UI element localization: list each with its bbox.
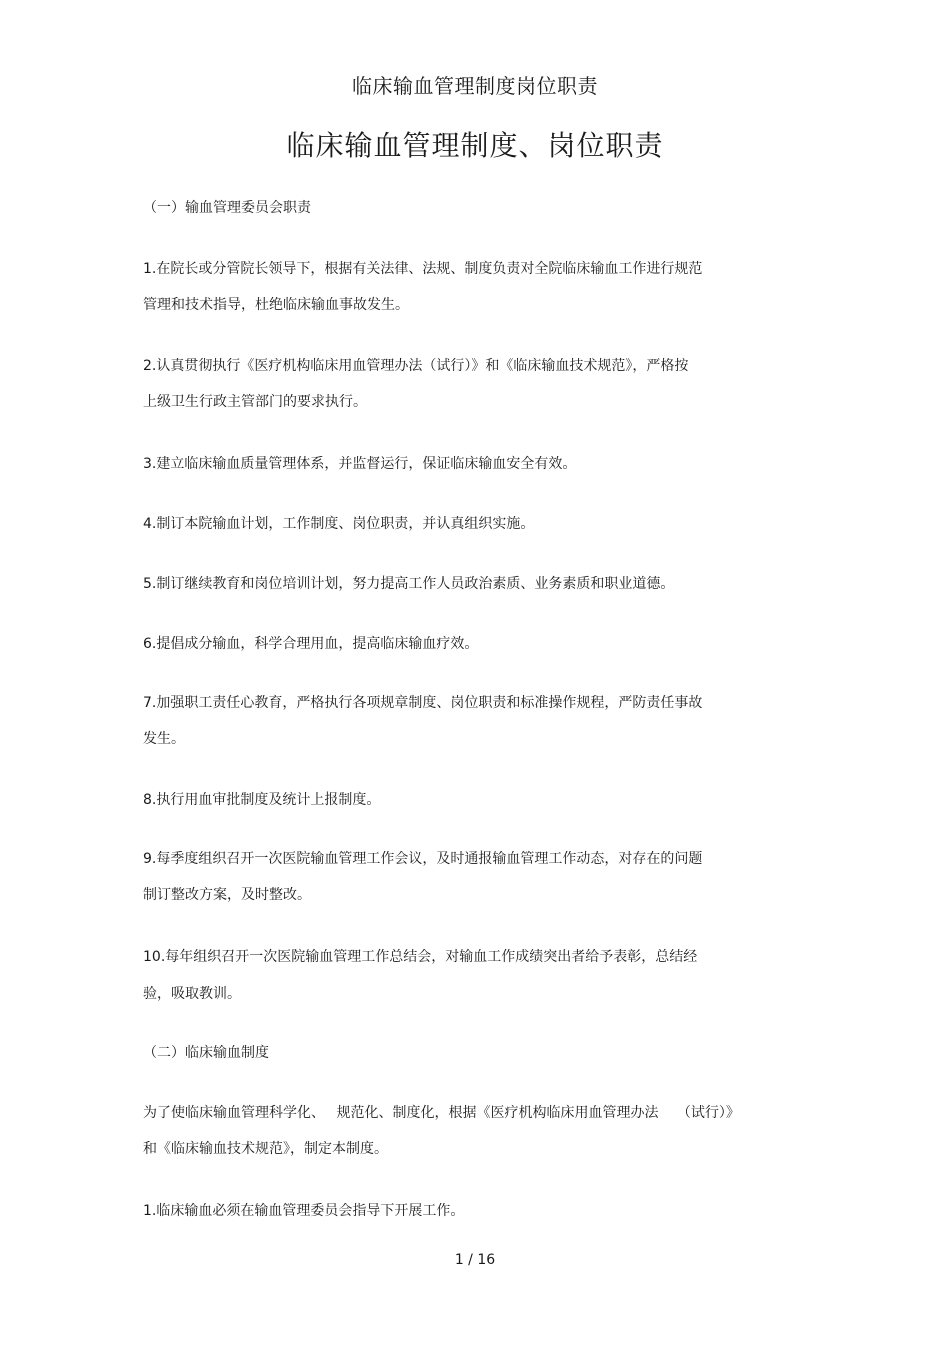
paragraph-line: 制订整改方案，及时整改。 (143, 887, 311, 903)
paragraph-line: 验，吸取教训。 (143, 986, 241, 1002)
paragraph-line: 6.提倡成分输血，科学合理用血，提高临床输血疗效。 (143, 636, 479, 652)
document-title: 临床输血管理制度、岗位职责 (286, 129, 664, 162)
paragraph-line: 4.制订本院输血计划，工作制度、岗位职责，并认真组织实施。 (143, 516, 535, 532)
paragraph-line: 2.认真贯彻执行《医疗机构临床用血管理办法（试行）》和《临床输血技术规范》，严格按 (143, 358, 689, 374)
section-heading-transfusion-policy: （二）临床输血制度 (143, 1045, 269, 1061)
paragraph-line: 7.加强职工责任心教育，严格执行各项规章制度、岗位职责和标准操作规程，严防责任事故 (143, 695, 703, 711)
paragraph-line: 1.临床输血必须在输血管理委员会指导下开展工作。 (143, 1203, 465, 1219)
running-header: 临床输血管理制度岗位职责 (352, 74, 598, 98)
section-heading-committee: （一）输血管理委员会职责 (143, 200, 311, 216)
paragraph-line: 1.在院长或分管院长领导下，根据有关法律、法规、制度负责对全院临床输血工作进行规范 (143, 261, 703, 277)
paragraph-line: 10.每年组织召开一次医院输血管理工作总结会，对输血工作成绩突出者给予表彰，总结经 (143, 949, 698, 965)
paragraph-line: 管理和技术指导，杜绝临床输血事故发生。 (143, 297, 409, 313)
paragraph-line: 3.建立临床输血质量管理体系，并监督运行，保证临床输血安全有效。 (143, 456, 577, 472)
paragraph-line: 8.执行用血审批制度及统计上报制度。 (143, 792, 381, 808)
page-indicator: 1 / 16 (454, 1252, 496, 1268)
paragraph-line: 和《临床输血技术规范》，制定本制度。 (143, 1141, 388, 1157)
paragraph-line: 为了使临床输血管理科学化、 规范化、制度化，根据《医疗机构临床用血管理办法 （试行）》 (143, 1105, 740, 1121)
paragraph-line: 5.制订继续教育和岗位培训计划，努力提高工作人员政治素质、业务素质和职业道德。 (143, 576, 675, 592)
paragraph-line: 9.每季度组织召开一次医院输血管理工作会议，及时通报输血管理工作动态，对存在的问题 (143, 851, 703, 867)
paragraph-line: 上级卫生行政主管部门的要求执行。 (143, 394, 367, 410)
paragraph-line: 发生。 (143, 731, 185, 747)
